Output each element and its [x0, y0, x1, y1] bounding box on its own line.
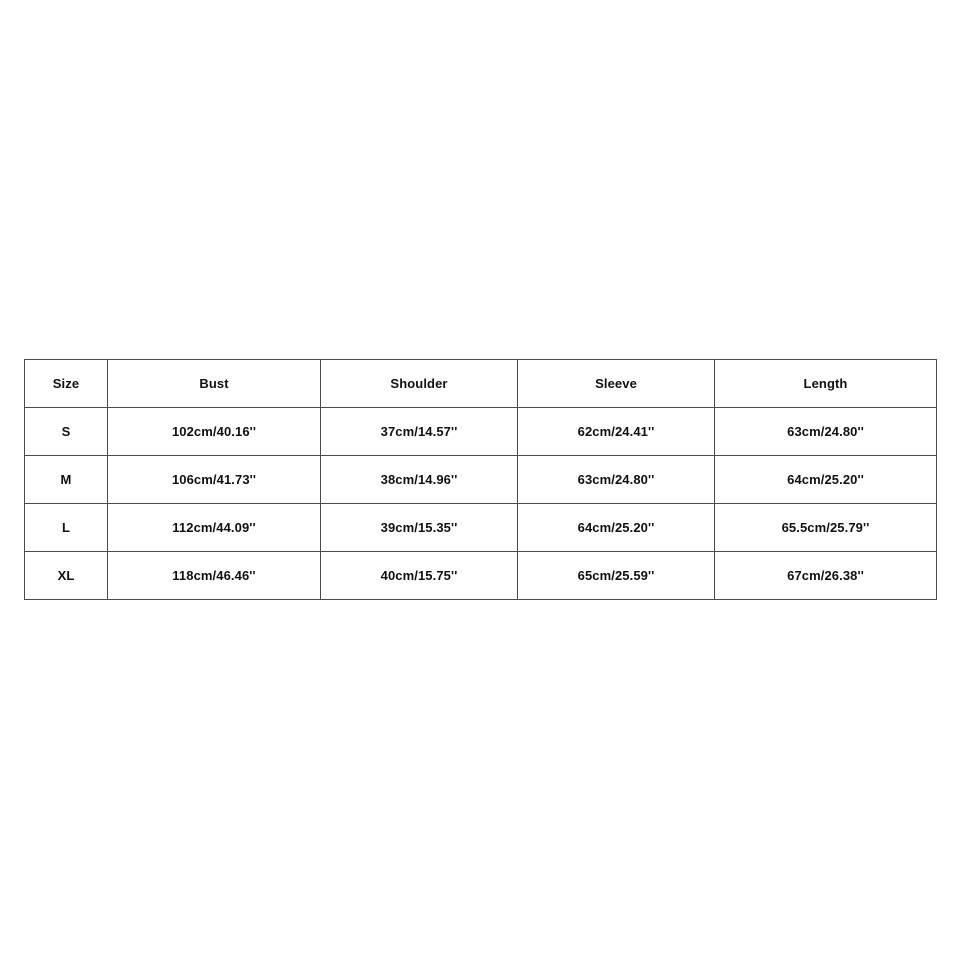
- size-cell: L: [25, 504, 108, 552]
- size-cell: S: [25, 408, 108, 456]
- sleeve-cell: 64cm/25.20'': [518, 504, 715, 552]
- sleeve-cell: 65cm/25.59'': [518, 552, 715, 600]
- table-row: [25, 408, 937, 456]
- size-cell: M: [25, 456, 108, 504]
- sleeve-cell: 62cm/24.41'': [518, 408, 715, 456]
- header-sleeve: Sleeve: [518, 360, 715, 408]
- size-chart-table: [24, 359, 937, 600]
- length-cell: 65.5cm/25.79'': [715, 504, 937, 552]
- shoulder-cell: 40cm/15.75'': [321, 552, 518, 600]
- shoulder-cell: 37cm/14.57'': [321, 408, 518, 456]
- header-size: Size: [25, 360, 108, 408]
- table-row: [25, 504, 937, 552]
- table-row: [25, 552, 937, 600]
- shoulder-cell: 38cm/14.96'': [321, 456, 518, 504]
- header-length: Length: [715, 360, 937, 408]
- size-cell: XL: [25, 552, 108, 600]
- bust-cell: 106cm/41.73'': [108, 456, 321, 504]
- table-row: [25, 456, 937, 504]
- length-cell: 67cm/26.38'': [715, 552, 937, 600]
- header-bust: Bust: [108, 360, 321, 408]
- shoulder-cell: 39cm/15.35'': [321, 504, 518, 552]
- header-shoulder: Shoulder: [321, 360, 518, 408]
- bust-cell: 102cm/40.16'': [108, 408, 321, 456]
- length-cell: 64cm/25.20'': [715, 456, 937, 504]
- length-cell: 63cm/24.80'': [715, 408, 937, 456]
- bust-cell: 112cm/44.09'': [108, 504, 321, 552]
- sleeve-cell: 63cm/24.80'': [518, 456, 715, 504]
- bust-cell: 118cm/46.46'': [108, 552, 321, 600]
- header-row: [25, 360, 937, 408]
